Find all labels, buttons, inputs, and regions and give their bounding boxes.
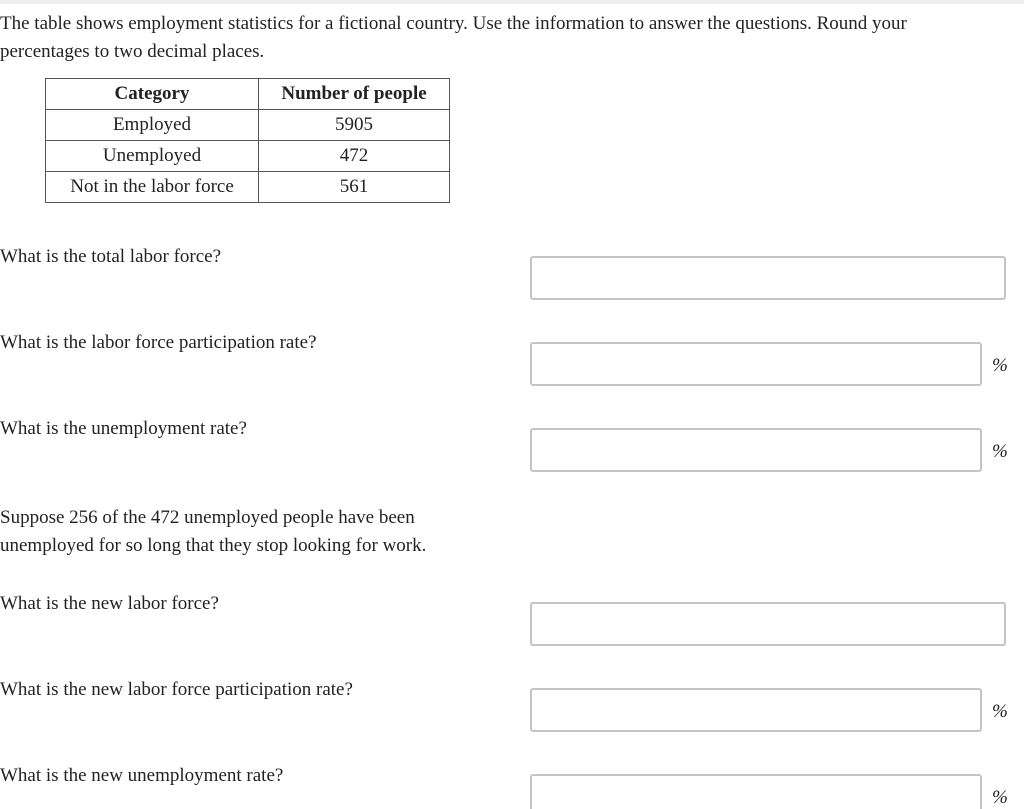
table-header-row bbox=[46, 79, 450, 110]
question-new-labor-force: What is the new labor force? bbox=[0, 593, 219, 614]
answer-input-total-labor-force[interactable] bbox=[530, 256, 1006, 300]
answer-input-unemployment-rate[interactable] bbox=[530, 428, 982, 472]
table-cell-category: Employed bbox=[46, 110, 259, 141]
table-row bbox=[46, 172, 450, 203]
percent-unit-label: % bbox=[992, 787, 1008, 808]
question-total-labor-force: What is the total labor force? bbox=[0, 246, 222, 267]
top-divider bbox=[0, 0, 1024, 4]
table-cell-category: Unemployed bbox=[46, 141, 259, 172]
scenario-text: Suppose 256 of the 472 unemployed people have been unemployed for so long that they stop looking for work. bbox=[0, 507, 427, 556]
percent-unit-label: % bbox=[992, 701, 1008, 722]
answer-input-participation-rate[interactable] bbox=[530, 342, 982, 386]
table-cell-number: 472 bbox=[259, 141, 450, 172]
answer-input-new-participation-rate[interactable] bbox=[530, 688, 982, 732]
table-cell-number: 561 bbox=[259, 172, 450, 203]
percent-unit-label: % bbox=[992, 355, 1008, 376]
employment-table bbox=[45, 78, 450, 203]
table-row bbox=[46, 110, 450, 141]
answer-input-new-labor-force[interactable] bbox=[530, 602, 1006, 646]
column-header-category: Category bbox=[46, 79, 259, 110]
question-new-participation-rate: What is the new labor force participation rate? bbox=[0, 679, 353, 700]
column-header-number: Number of people bbox=[259, 79, 450, 110]
table-row bbox=[46, 141, 450, 172]
question-unemployment-rate: What is the unemployment rate? bbox=[0, 418, 247, 439]
question-participation-rate: What is the labor force participation rate? bbox=[0, 332, 317, 353]
table-cell-number: 5905 bbox=[259, 110, 450, 141]
table-cell-category: Not in the labor force bbox=[46, 172, 259, 203]
instructions-text: The table shows employment statistics for a fictional country. Use the information to answer the questions. Round your percentages to two decimal places. bbox=[0, 13, 907, 62]
answer-input-new-unemployment-rate[interactable] bbox=[530, 774, 982, 809]
percent-unit-label: % bbox=[992, 441, 1008, 462]
question-new-unemployment-rate: What is the new unemployment rate? bbox=[0, 765, 284, 786]
